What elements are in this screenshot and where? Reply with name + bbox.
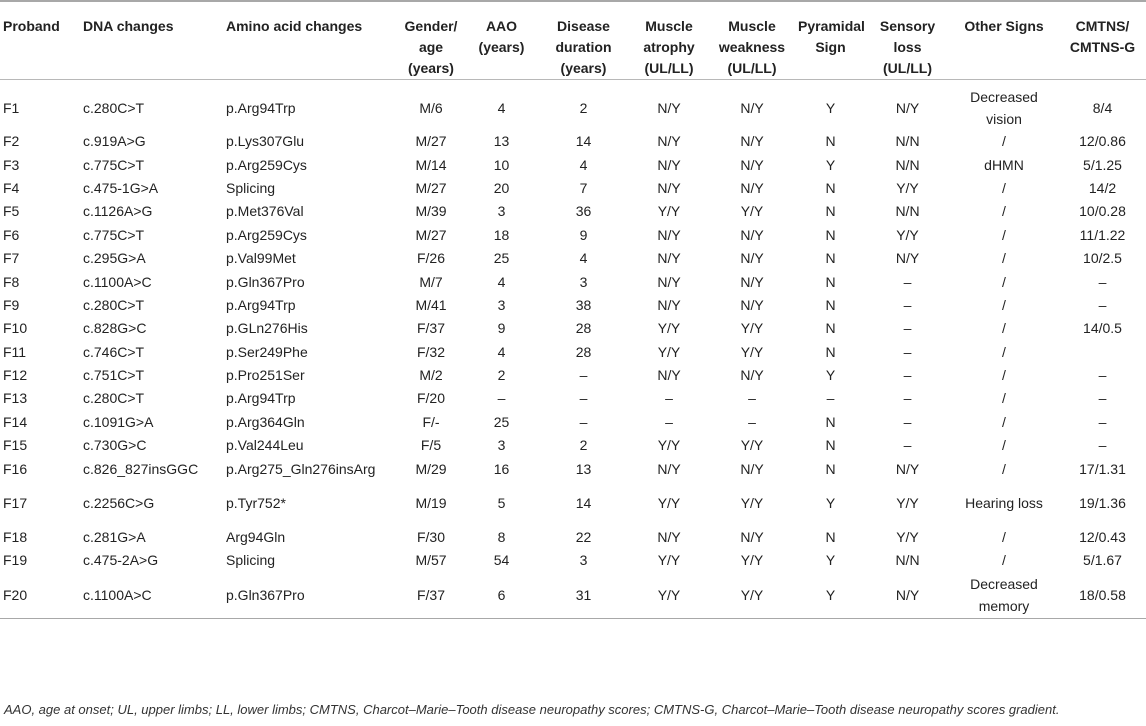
cell-gender-age: M/41 [415, 296, 447, 313]
cell-amino-acid-change: p.GLn276His [226, 320, 308, 337]
cell-dna-change: c.2256C>G [83, 495, 155, 512]
header-muscle-weakness: Muscle weakness (UL/LL) [709, 1, 795, 80]
cell-dna-change: c.751C>T [83, 367, 145, 384]
header-gender-age: Gender/ age (years) [397, 1, 465, 80]
table-row [0, 364, 1146, 387]
cell-amino-acid-change: Arg94Gln [226, 529, 286, 546]
cell-amino-acid-change: p.Arg259Cys [226, 226, 307, 243]
cell-pyramidal-sign: N [825, 413, 836, 430]
table-row [0, 130, 1146, 153]
header-cmtns: CMTNS/ CMTNS-G [1059, 1, 1146, 80]
cell-other-signs: / [1002, 273, 1006, 290]
cell-pyramidal-sign: N [825, 133, 836, 150]
cell-muscle-weakness: Y/Y [740, 437, 764, 454]
cell-proband: F3 [3, 156, 20, 173]
cell-sensory-loss: – [903, 390, 912, 407]
cell-sensory-loss: Y/Y [896, 179, 919, 196]
cell-other-signs: Decreased vision [970, 89, 1038, 127]
cell-cmtns: 10/2.5 [1083, 250, 1122, 267]
cell-sensory-loss: N/N [895, 156, 920, 173]
cell-proband: F11 [3, 343, 27, 360]
cell-pyramidal-sign: – [826, 390, 835, 407]
cell-proband: F6 [3, 226, 20, 243]
cell-sensory-loss: N/N [895, 133, 920, 150]
cell-dna-change: c.826_827insGGC [83, 460, 199, 477]
cell-aao: 8 [497, 529, 506, 546]
cell-other-signs: / [1002, 413, 1006, 430]
cell-amino-acid-change: p.Arg94Trp [226, 296, 296, 313]
cell-amino-acid-change: Splicing [226, 179, 276, 196]
cell-muscle-weakness: N/Y [740, 156, 764, 173]
header-row [0, 1, 1146, 80]
cell-aao: 3 [497, 296, 506, 313]
cell-muscle-weakness: N/Y [740, 226, 764, 243]
cell-pyramidal-sign: N [825, 250, 836, 267]
header-sensory-loss: Sensory loss (UL/LL) [866, 1, 949, 80]
cell-proband: F5 [3, 203, 20, 220]
table-row [0, 200, 1146, 223]
cell-pyramidal-sign: Y [825, 100, 836, 116]
cell-gender-age: M/39 [415, 203, 447, 220]
cell-other-signs: / [1002, 529, 1006, 546]
cell-dna-change: c.475-2A>G [83, 552, 159, 569]
cell-other-signs: / [1002, 203, 1006, 220]
cell-gender-age: F/26 [416, 250, 445, 267]
cell-sensory-loss: N/Y [895, 100, 920, 116]
cell-cmtns: 10/0.28 [1079, 203, 1126, 220]
cell-other-signs: / [1002, 133, 1006, 150]
cell-other-signs: / [1002, 390, 1006, 407]
table-row [0, 573, 1146, 619]
table-body [0, 80, 1146, 619]
cell-muscle-weakness: N/Y [740, 529, 764, 546]
cell-muscle-weakness: N/Y [740, 296, 764, 313]
cell-pyramidal-sign: N [825, 203, 836, 220]
cell-aao: 18 [493, 226, 510, 243]
cell-proband: F15 [3, 437, 28, 454]
cell-gender-age: M/27 [415, 226, 447, 243]
cell-gender-age: F/37 [397, 573, 465, 619]
cell-muscle-atrophy: N/Y [657, 273, 681, 290]
cell-muscle-weakness: N/Y [740, 100, 764, 116]
cell-sensory-loss: Y/Y [896, 495, 919, 512]
cell-disease-duration: 2 [579, 437, 588, 454]
cell-muscle-weakness: N/Y [740, 273, 764, 290]
cell-cmtns: 8/4 [1092, 100, 1113, 116]
cell-disease-duration: 31 [538, 573, 629, 619]
cell-aao: 10 [493, 156, 510, 173]
cell-cmtns: 14/0.5 [1083, 320, 1122, 337]
cell-other-signs: dHMN [984, 156, 1024, 173]
table-footnote: AAO, age at onset; UL, upper limbs; LL, lower limbs; CMTNS, Charcot–Marie–Tooth disease neuropathy scores; CMTNS-G, Charcot–Marie–Tooth disease neuropathy scores gradient. [4, 702, 1060, 717]
cell-cmtns: – [1098, 390, 1107, 407]
cell-pyramidal-sign: N [825, 460, 836, 477]
cell-cmtns: 18/0.58 [1059, 573, 1146, 619]
cell-amino-acid-change: p.Arg275_Gln276insArg [226, 460, 376, 477]
cell-muscle-atrophy: Y/Y [657, 437, 681, 454]
table-row [0, 294, 1146, 317]
cell-aao: 3 [497, 203, 506, 220]
cell-proband: F13 [3, 390, 28, 407]
cell-amino-acid-change: p.Arg259Cys [226, 156, 307, 173]
cell-gender-age: M/14 [415, 156, 447, 173]
cell-amino-acid-change: p.Arg364Gln [226, 413, 305, 430]
cell-proband: F19 [3, 552, 28, 569]
cell-cmtns: 17/1.31 [1079, 460, 1126, 477]
cell-cmtns: 12/0.86 [1079, 133, 1126, 150]
cell-dna-change: c.828G>C [83, 320, 147, 337]
cell-disease-duration: 14 [575, 495, 592, 512]
cell-dna-change: c.1100A>C [83, 273, 152, 290]
cell-other-signs: / [1002, 552, 1006, 569]
cell-gender-age: F/30 [416, 529, 445, 546]
table-row [0, 341, 1146, 364]
cell-proband: F1 [3, 100, 20, 116]
cell-disease-duration: 13 [575, 460, 592, 477]
cell-dna-change: c.281G>A [83, 529, 146, 546]
cell-gender-age: M/2 [419, 367, 443, 384]
cell-cmtns: 5/1.25 [1083, 156, 1122, 173]
cell-gender-age: F/5 [420, 437, 442, 454]
cell-cmtns [1059, 341, 1146, 364]
table-row [0, 224, 1146, 247]
cell-sensory-loss: N/Y [866, 573, 949, 619]
cell-muscle-weakness: N/Y [740, 179, 764, 196]
cell-cmtns: 12/0.43 [1079, 529, 1126, 546]
cell-pyramidal-sign: N [825, 296, 836, 313]
header-amino-acid-changes: Amino acid changes [223, 1, 397, 80]
cell-proband: F14 [3, 413, 28, 430]
cell-cmtns: – [1098, 437, 1107, 454]
header-pyramidal-sign: Pyramidal Sign [795, 1, 866, 80]
cell-pyramidal-sign: N [825, 226, 836, 243]
cell-dna-change: c.1100A>C [80, 573, 223, 619]
cell-cmtns: 5/1.67 [1083, 552, 1122, 569]
cell-pyramidal-sign: Y [825, 367, 836, 384]
cell-muscle-atrophy: Y/Y [657, 203, 681, 220]
table-row [0, 247, 1146, 270]
cell-dna-change: c.475-1G>A [83, 179, 159, 196]
cell-aao: 25 [493, 250, 510, 267]
cell-amino-acid-change: p.Lys307Glu [226, 133, 305, 150]
cell-aao: 4 [497, 343, 506, 360]
cell-aao: 4 [497, 100, 506, 116]
cell-other-signs: / [1002, 460, 1006, 477]
cell-disease-duration: 2 [579, 100, 588, 116]
cell-cmtns: – [1098, 367, 1107, 384]
cell-other-signs: / [1002, 320, 1006, 337]
cell-other-signs: / [1002, 367, 1006, 384]
cell-pyramidal-sign: N [825, 179, 836, 196]
cell-dna-change: c.280C>T [83, 296, 145, 313]
cell-sensory-loss: N/Y [895, 250, 920, 267]
cell-aao: 6 [465, 573, 538, 619]
table-row [0, 434, 1146, 457]
cell-proband: F12 [3, 367, 28, 384]
cell-gender-age: M/27 [415, 179, 447, 196]
cell-cmtns: – [1098, 296, 1107, 313]
cell-gender-age: M/19 [415, 495, 447, 512]
header-disease-duration: Disease duration (years) [538, 1, 629, 80]
cell-sensory-loss: N/N [895, 552, 920, 569]
cell-muscle-weakness: Y/Y [740, 343, 764, 360]
cell-proband: F8 [3, 273, 20, 290]
cell-other-signs: / [1002, 296, 1006, 313]
cell-disease-duration: 9 [579, 226, 588, 243]
cell-sensory-loss: – [903, 367, 912, 384]
cell-amino-acid-change: p.Val99Met [226, 250, 296, 267]
cell-pyramidal-sign: N [825, 529, 836, 546]
cell-muscle-weakness: Y/Y [709, 573, 795, 619]
cell-muscle-atrophy: Y/Y [657, 320, 681, 337]
cell-sensory-loss: N/N [895, 203, 920, 220]
cell-gender-age: F/- [422, 413, 440, 430]
cell-amino-acid-change: p.Gln367Pro [223, 573, 397, 619]
cell-pyramidal-sign: N [825, 437, 836, 454]
cell-aao: 4 [497, 273, 506, 290]
cell-proband: F9 [3, 296, 20, 313]
cell-disease-duration: 38 [575, 296, 592, 313]
cell-cmtns: – [1098, 273, 1107, 290]
cell-aao: 5 [497, 495, 506, 512]
cell-muscle-weakness: Y/Y [740, 495, 764, 512]
cell-dna-change: c.1091G>A [83, 413, 154, 430]
cell-gender-age: M/7 [419, 273, 443, 290]
cell-muscle-atrophy: N/Y [657, 529, 681, 546]
table-header [0, 1, 1146, 80]
header-aao: AAO (years) [465, 1, 538, 80]
cell-other-signs: / [1002, 437, 1006, 454]
cell-muscle-atrophy: N/Y [657, 100, 681, 116]
cell-pyramidal-sign: Y [825, 552, 836, 569]
cell-aao: 25 [493, 413, 510, 430]
table-row [0, 411, 1146, 434]
cell-disease-duration: 14 [575, 133, 592, 150]
cell-amino-acid-change: p.Tyr752* [226, 495, 286, 512]
cell-muscle-weakness: N/Y [740, 367, 764, 384]
cell-other-signs: Decreased memory [949, 573, 1059, 619]
cell-dna-change: c.775C>T [83, 226, 145, 243]
cell-muscle-weakness: Y/Y [740, 203, 764, 220]
cell-proband: F7 [3, 250, 20, 267]
cell-sensory-loss: Y/Y [896, 529, 919, 546]
cell-amino-acid-change: p.Arg94Trp [226, 100, 296, 116]
cell-muscle-atrophy: N/Y [657, 460, 681, 477]
cell-dna-change: c.919A>G [83, 133, 146, 150]
cell-other-signs: / [1002, 179, 1006, 196]
cell-muscle-atrophy: N/Y [657, 226, 681, 243]
table-row [0, 387, 1146, 410]
cell-gender-age: M/57 [415, 552, 447, 569]
cell-gender-age: F/32 [416, 343, 445, 360]
cell-amino-acid-change: p.Gln367Pro [226, 273, 305, 290]
cell-aao: 13 [493, 133, 510, 150]
cell-aao: 16 [493, 460, 510, 477]
table-row [0, 481, 1146, 526]
cell-muscle-atrophy: N/Y [657, 296, 681, 313]
cell-disease-duration: 7 [579, 179, 588, 196]
cell-proband: F10 [3, 320, 28, 337]
cell-amino-acid-change: Splicing [226, 552, 276, 569]
cell-cmtns: – [1098, 413, 1107, 430]
cell-amino-acid-change: p.Met376Val [226, 203, 304, 220]
cell-muscle-weakness: – [748, 413, 756, 430]
cell-aao: 54 [493, 552, 510, 569]
cell-muscle-atrophy: Y/Y [657, 343, 681, 360]
cell-sensory-loss: N/Y [895, 460, 920, 477]
cell-sensory-loss: – [903, 343, 912, 360]
cell-muscle-atrophy: N/Y [657, 156, 681, 173]
cell-amino-acid-change: p.Ser249Phe [226, 343, 308, 360]
cell-disease-duration: – [579, 413, 588, 430]
cell-aao: 20 [493, 179, 510, 196]
cell-dna-change: c.280C>T [83, 390, 145, 407]
cell-muscle-atrophy: N/Y [657, 179, 681, 196]
table-row [0, 457, 1146, 480]
header-muscle-atrophy: Muscle atrophy (UL/LL) [629, 1, 709, 80]
table-row [0, 317, 1146, 340]
cell-pyramidal-sign: Y [825, 495, 836, 512]
cell-pyramidal-sign: Y [825, 156, 836, 173]
table-row [0, 177, 1146, 200]
cell-pyramidal-sign: N [825, 273, 836, 290]
cell-cmtns: 14/2 [1088, 179, 1117, 196]
header-dna-changes: DNA changes [80, 1, 223, 80]
cell-disease-duration: 22 [575, 529, 592, 546]
cell-dna-change: c.1126A>G [83, 203, 153, 220]
cell-pyramidal-sign: N [825, 320, 836, 337]
cell-amino-acid-change: p.Arg94Trp [226, 390, 296, 407]
cell-cmtns: 11/1.22 [1079, 226, 1126, 243]
cell-amino-acid-change: p.Val244Leu [226, 437, 304, 454]
cell-muscle-weakness: Y/Y [740, 320, 764, 337]
cell-dna-change: c.730G>C [83, 437, 147, 454]
cell-dna-change: c.746C>T [83, 343, 145, 360]
cell-muscle-atrophy: – [665, 413, 673, 430]
header-proband: Proband [0, 1, 80, 80]
table-row [0, 153, 1146, 176]
cell-proband: F17 [3, 495, 28, 512]
cell-muscle-weakness: N/Y [740, 250, 764, 267]
cell-proband: F2 [3, 133, 20, 150]
cell-proband: F18 [3, 529, 28, 546]
cell-sensory-loss: – [903, 273, 912, 290]
cell-muscle-weakness: Y/Y [740, 552, 764, 569]
cell-sensory-loss: – [903, 413, 912, 430]
cell-disease-duration: 4 [579, 250, 588, 267]
cell-disease-duration: – [579, 390, 588, 407]
cell-sensory-loss: – [903, 296, 912, 313]
cell-muscle-weakness: N/Y [740, 460, 764, 477]
cell-muscle-atrophy: N/Y [657, 367, 681, 384]
cell-other-signs: / [1002, 250, 1006, 267]
cell-sensory-loss: Y/Y [896, 226, 919, 243]
cell-aao: 3 [497, 437, 506, 454]
header-other-signs: Other Signs [949, 1, 1059, 80]
cell-other-signs: Hearing loss [965, 495, 1043, 512]
cell-muscle-weakness: N/Y [740, 133, 764, 150]
cell-gender-age: M/6 [419, 100, 443, 116]
cell-cmtns: 19/1.36 [1079, 495, 1126, 512]
cell-muscle-atrophy: – [665, 390, 673, 407]
cell-disease-duration: 36 [575, 203, 592, 220]
cell-dna-change: c.775C>T [83, 156, 145, 173]
cell-disease-duration: 28 [575, 320, 592, 337]
cell-other-signs: / [1002, 343, 1006, 360]
cell-other-signs: / [1002, 226, 1006, 243]
cell-sensory-loss: – [903, 437, 912, 454]
table-row [0, 549, 1146, 572]
cell-muscle-atrophy: Y/Y [657, 552, 681, 569]
cell-muscle-atrophy: N/Y [657, 133, 681, 150]
cell-amino-acid-change: p.Pro251Ser [226, 367, 305, 384]
cell-proband: F20 [0, 573, 80, 619]
cell-proband: F16 [3, 460, 28, 477]
cell-gender-age: F/37 [416, 320, 445, 337]
cell-disease-duration: – [579, 367, 588, 384]
cell-disease-duration: 3 [579, 552, 588, 569]
cell-proband: F4 [3, 179, 20, 196]
cell-disease-duration: 28 [575, 343, 592, 360]
cell-aao: – [497, 390, 506, 407]
cell-aao: 9 [497, 320, 506, 337]
table-row [0, 80, 1146, 131]
cell-aao: 2 [497, 367, 506, 384]
cell-sensory-loss: – [903, 320, 912, 337]
cell-disease-duration: 4 [579, 156, 588, 173]
cell-muscle-weakness: – [748, 390, 756, 407]
cell-dna-change: c.295G>A [83, 250, 146, 267]
cell-muscle-atrophy: Y/Y [657, 495, 681, 512]
cell-muscle-atrophy: N/Y [657, 250, 681, 267]
cell-dna-change: c.280C>T [83, 100, 145, 116]
table-row [0, 270, 1146, 293]
cell-gender-age: M/27 [415, 133, 447, 150]
cell-gender-age: M/29 [415, 460, 447, 477]
cell-pyramidal-sign: N [825, 343, 836, 360]
table-row [0, 526, 1146, 549]
cell-muscle-atrophy: Y/Y [629, 573, 709, 619]
cell-pyramidal-sign: Y [795, 573, 866, 619]
cell-gender-age: F/20 [416, 390, 445, 407]
cell-disease-duration: 3 [579, 273, 588, 290]
